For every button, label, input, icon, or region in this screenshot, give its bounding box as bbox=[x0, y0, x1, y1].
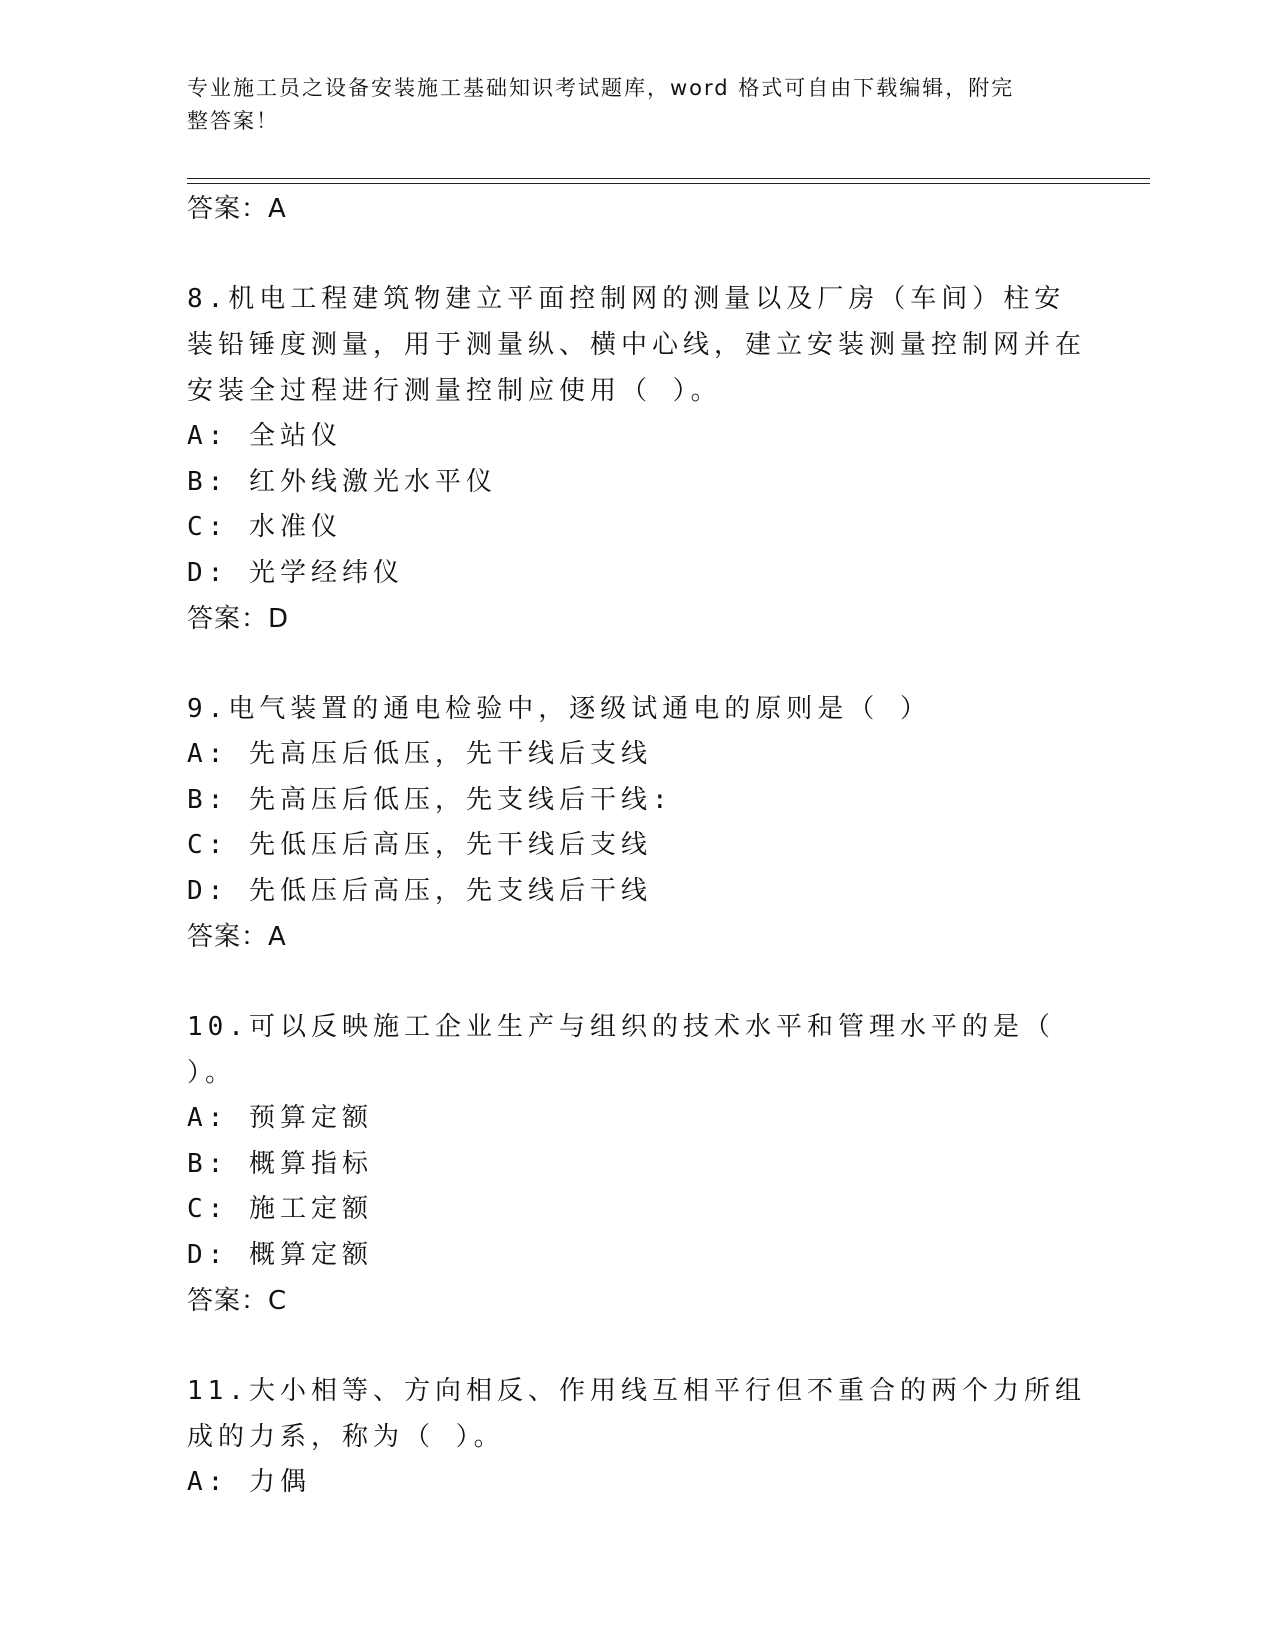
option-b: B: 概算指标 bbox=[187, 1148, 373, 1179]
question-text: 11.大小相等、方向相反、作用线互相平行但不重合的两个力所组成的力系，称为（ ）。 bbox=[187, 1376, 1086, 1452]
question-list bbox=[187, 186, 1087, 1506]
option-b: B: 先高压后低压，先支线后干线: bbox=[187, 784, 673, 815]
header-line-2: 整答案！ bbox=[187, 109, 279, 133]
answer-line: 答案：C bbox=[187, 1286, 288, 1316]
question-9 bbox=[187, 686, 1087, 960]
option-d: D: 光学经纬仪 bbox=[187, 557, 404, 588]
option-d: D: 先低压后高压，先支线后干线 bbox=[187, 875, 652, 906]
option-c: C: 施工定额 bbox=[187, 1194, 373, 1224]
answer-line: 答案：A bbox=[187, 922, 287, 952]
question-text: 9.电气装置的通电检验中，逐级试通电的原则是（ ） bbox=[187, 694, 931, 724]
option-c: C: 先低压后高压，先干线后支线 bbox=[187, 830, 652, 860]
header-line-1: 专业施工员之设备安装施工基础知识考试题库，word 格式可自由下载编辑，附完 bbox=[187, 76, 1015, 100]
option-c: C: 水准仪 bbox=[187, 512, 342, 542]
document-header bbox=[187, 72, 1067, 138]
option-a: A: 力偶 bbox=[187, 1467, 311, 1497]
question-11 bbox=[187, 1368, 1087, 1506]
option-a: A: 先高压后低压，先干线后支线 bbox=[187, 739, 652, 769]
answer-line: 答案：D bbox=[187, 604, 290, 634]
answer-line: 答案：A bbox=[187, 194, 287, 224]
question-text: 8.机电工程建筑物建立平面控制网的测量以及厂房（车间）柱安装铅锤度测量，用于测量纵、横中心线，建立安装测量控制网并在安装全过程进行测量控制应使用（ ）。 bbox=[187, 284, 1087, 406]
question-8 bbox=[187, 276, 1087, 642]
header-rule-top bbox=[187, 178, 1150, 179]
option-b: B: 红外线激光水平仪 bbox=[187, 466, 497, 497]
question-10 bbox=[187, 1004, 1087, 1324]
header-rule-bottom bbox=[187, 183, 1150, 184]
option-d: D: 概算定额 bbox=[187, 1239, 373, 1270]
option-a: A: 预算定额 bbox=[187, 1103, 373, 1133]
option-a: A: 全站仪 bbox=[187, 421, 342, 451]
question-text: 10.可以反映施工企业生产与组织的技术水平和管理水平的是（ ）。 bbox=[187, 1012, 1055, 1088]
